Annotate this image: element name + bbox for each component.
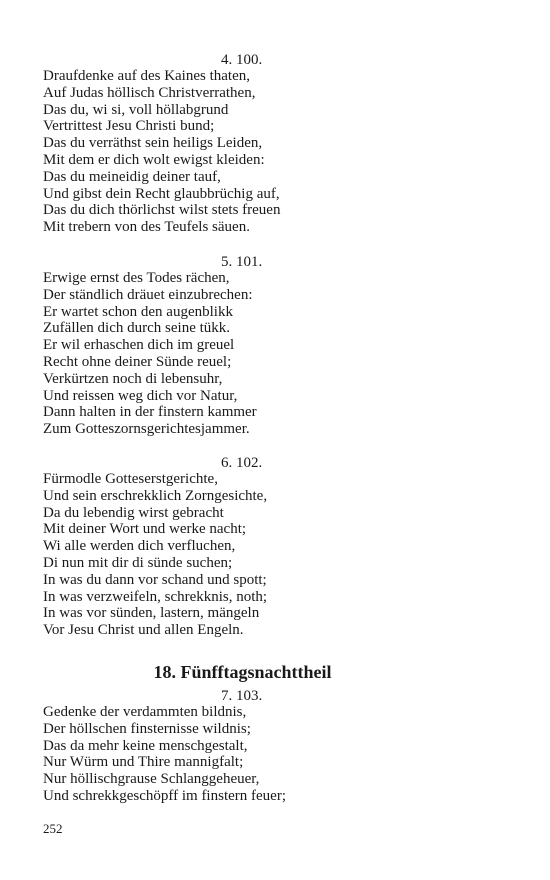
- verse-line: Da du lebendig wirst gebracht: [43, 504, 224, 521]
- verse-line: Das du dich thörlichst wilst stets freuen: [43, 202, 281, 219]
- verse-line: Auf Judas höllisch Christverrathen,: [43, 84, 256, 101]
- verse-line: Vertrittest Jesu Christi bund;: [43, 118, 215, 135]
- verse-line: Nur höllischgrause Schlanggeheuer,: [43, 771, 260, 788]
- verse-line: Mit dem er dich wolt ewigst kleiden:: [43, 151, 265, 168]
- stanza-lines: [43, 704, 286, 805]
- page-number: 252: [43, 821, 63, 836]
- verse-line: Gedenke der verdammten bildnis,: [43, 704, 247, 720]
- verse-line: Di nun mit dir di sünde suchen;: [43, 554, 233, 571]
- verse-line: Und sein erschrekklich Zorngesichte,: [43, 487, 268, 504]
- stanza-lines: [43, 270, 257, 438]
- verse-line: Der höllschen finsternisse wildnis;: [43, 720, 251, 737]
- verse-line: Das du meineidig deiner tauf,: [43, 168, 221, 185]
- verse-line: Der ständlich dräuet einzubrechen:: [43, 286, 253, 303]
- verse-line: Dann halten in der finstern kammer: [43, 404, 257, 421]
- section-heading: 18. Fünfftagsnachttheil: [153, 662, 332, 682]
- verse-line: Mit deiner Wort und werke nacht;: [43, 521, 247, 538]
- stanza-number: 6. 102.: [221, 455, 263, 471]
- verse-line: Vor Jesu Christ und allen Engeln.: [43, 622, 244, 639]
- verse-line: Das du verräthst sein heiligs Leiden,: [43, 135, 263, 152]
- stanza-number: 5. 101.: [221, 254, 263, 270]
- verse-line: Das da mehr keine menschgestalt,: [43, 737, 248, 754]
- verse-line: Zum Gotteszornsgerichtesjammer.: [43, 421, 250, 438]
- stanza-number: 4. 100.: [221, 52, 263, 68]
- verse-line: Nur Würm und Thire mannigfalt;: [43, 754, 244, 771]
- verse-line: Er wartet schon den augenblikk: [43, 303, 233, 320]
- verse-line: Zufällen dich durch seine tükk.: [43, 320, 231, 337]
- verse-line: In was vor sünden, lastern, mängeln: [43, 605, 260, 622]
- verse-line: Und schrekkgeschöpff im finstern feuer;: [43, 787, 286, 804]
- stanza-lines: [43, 471, 267, 639]
- verse-line: Verkürtzen noch di lebensuhr,: [43, 370, 223, 387]
- verse-line: Recht ohne deiner Sünde reuel;: [43, 353, 232, 370]
- verse-line: Draufdenke auf des Kaines thaten,: [43, 68, 250, 84]
- verse-line: In was verzweifeln, schrekknis, noth;: [43, 588, 268, 605]
- verse-line: Wi alle werden dich verfluchen,: [43, 538, 236, 555]
- verse-line: Mit trebern von des Teufels säuen.: [43, 219, 250, 236]
- verse-line: In was du dann vor schand und spott;: [43, 571, 267, 588]
- verse-line: Und reissen weg dich vor Natur,: [43, 387, 238, 404]
- verse-line: Er wil erhaschen dich im greuel: [43, 337, 235, 354]
- verse-line: Das du, wi si, voll höllabgrund: [43, 101, 229, 118]
- stanza-lines: [43, 68, 280, 236]
- verse-line: Und gibst dein Recht glaubbrüchig auf,: [43, 185, 280, 202]
- verse-line: Erwige ernst des Todes rächen,: [43, 270, 230, 286]
- verse-line: Fürmodle Gotteserstgerichte,: [43, 471, 218, 487]
- stanza-number: 7. 103.: [221, 688, 263, 704]
